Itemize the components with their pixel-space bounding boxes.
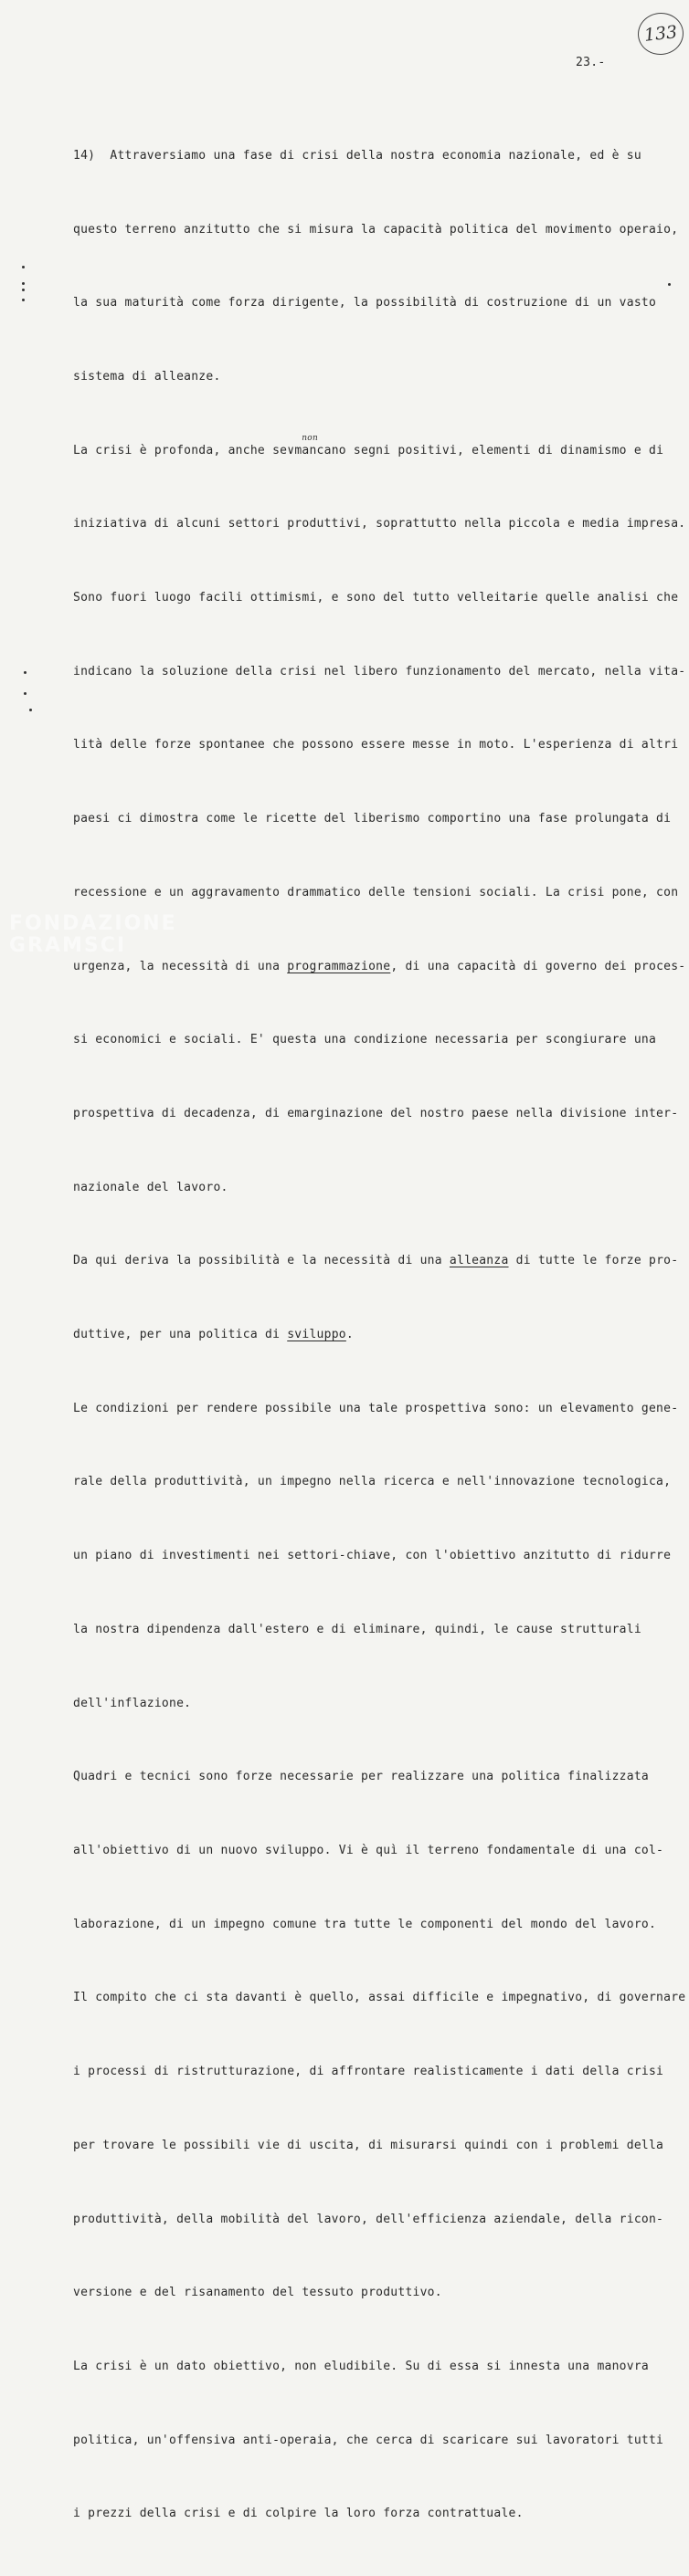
text-segment: , di una capacità di governo dei proces- bbox=[390, 959, 686, 973]
body-text bbox=[73, 95, 686, 2576]
text-line: la sua maturità come forza dirigente, la possibilità di costruzione di un vasto bbox=[73, 296, 657, 310]
text-line bbox=[73, 1323, 658, 1348]
text-line: la nostra dipendenza dall'estero e di eliminare, quindi, le cause strutturali bbox=[73, 1622, 641, 1636]
margin-mark bbox=[29, 709, 32, 711]
watermark-text: FONDAZIONE bbox=[9, 912, 177, 935]
archive-stamp bbox=[636, 11, 686, 58]
text-line: i processi di ristrutturazione, di affrontare realisticamente i dati della crisi bbox=[73, 2065, 664, 2079]
text-line: prospettiva di decadenza, di emarginazione del nostro paese nella divisione inter- bbox=[73, 1106, 679, 1120]
text-line: questo terreno anzitutto che si misura la capacità politica del movimento operaio, bbox=[73, 222, 679, 237]
text-line: iniziativa di alcuni settori produttivi, soprattutto nella piccola e media impresa. bbox=[73, 517, 686, 531]
text-line: 14) Attraversiamo una fase di crisi della nostra economia nazionale, ed è su bbox=[73, 148, 641, 163]
text-line: produttività, della mobilità del lavoro, dell'efficienza aziendale, della ricon- bbox=[73, 2212, 664, 2226]
text-segment: Da qui deriva la possibilità e la necessità di una bbox=[73, 1254, 450, 1268]
text-line: si economici e sociali. E' questa una condizione necessaria per scongiurare una bbox=[73, 1033, 657, 1047]
text-line: politica, un'offensiva anti-operaia, che cerca di scaricare sui lavoratori tutti bbox=[73, 2433, 664, 2447]
text-segment: di tutte le forze pro- bbox=[508, 1254, 679, 1268]
text-line: paesi ci dimostra come le ricette del liberismo comportino una fase prolungata di bbox=[73, 812, 672, 826]
underlined-term: programmazione bbox=[287, 959, 391, 973]
margin-mark bbox=[22, 299, 25, 301]
margin-mark bbox=[24, 671, 26, 674]
text-line: recessione e un aggravamento drammatico delle tensioni sociali. La crisi pone, con bbox=[73, 885, 679, 899]
margin-mark bbox=[22, 282, 25, 285]
text-line: rale della produttività, un impegno nella ricerca e nell'innovazione tecnologica, bbox=[73, 1475, 672, 1489]
text-line: Le condizioni per rendere possibile una tale prospettiva sono: un elevamento gene- bbox=[73, 1401, 679, 1415]
text-line: Sono fuori luogo facili ottimismi, e sono del tutto velleitarie quelle analisi che bbox=[73, 591, 679, 605]
margin-mark bbox=[668, 283, 671, 286]
text-line: lità delle forze spontanee che possono essere messe in moto. L'esperienza di altri bbox=[73, 738, 679, 752]
text-segment: La crisi è profonda, anche se bbox=[73, 443, 288, 457]
text-segment: . bbox=[345, 1328, 354, 1342]
text-line: per trovare le possibili vie di uscita, di misurarsi quindi con i problemi della bbox=[73, 2138, 664, 2152]
text-segment: urgenza, la necessità di una bbox=[73, 959, 288, 973]
text-line: sistema di alleanze. bbox=[73, 369, 221, 384]
watermark-logo bbox=[9, 913, 177, 957]
text-line: all'obiettivo di un nuovo sviluppo. Vi è quì il terreno fondamentale di una col- bbox=[73, 1843, 664, 1857]
text-line: Il compito che ci sta davanti è quello, assai difficile e impegnativo, di governare bbox=[73, 1991, 686, 2005]
underlined-term: sviluppo bbox=[287, 1328, 346, 1342]
watermark-text: GRAMSCI bbox=[9, 934, 127, 957]
text-line: versione e del risanamento del tessuto produttivo. bbox=[73, 2286, 442, 2300]
margin-mark bbox=[22, 289, 25, 291]
text-line: un piano di investimenti nei settori-chiave, con l'obiettivo anzitutto di ridurre bbox=[73, 1549, 672, 1563]
text-line: La crisi è un dato obiettivo, non eludibile. Su di essa si innesta una manovra bbox=[73, 2359, 649, 2373]
text-line: Quadri e tecnici sono forze necessarie per realizzare una politica finalizzata bbox=[73, 1770, 649, 1784]
margin-mark bbox=[22, 266, 25, 268]
text-line-with-insertion bbox=[73, 433, 664, 464]
text-line: nazionale del lavoro. bbox=[73, 1180, 228, 1194]
text-segment: duttive, per una politica di bbox=[73, 1328, 288, 1342]
text-line: dell'inflazione. bbox=[73, 1696, 192, 1710]
text-line: laborazione, di un impegno comune tra tutte le componenti del mondo del lavoro. bbox=[73, 1917, 657, 1931]
handwritten-insertion: ∨ non bbox=[287, 439, 294, 464]
underlined-term: alleanza bbox=[449, 1254, 509, 1268]
text-segment: mancano segni positivi, elementi di dinamismo e di bbox=[294, 443, 664, 457]
margin-mark bbox=[24, 692, 26, 695]
insertion-word: non bbox=[302, 433, 318, 443]
text-line: i prezzi della crisi e di colpire la loro forza contrattuale. bbox=[73, 2507, 524, 2521]
text-line bbox=[73, 955, 686, 980]
page-number: 23.- bbox=[576, 56, 606, 69]
stamp-number: 133 bbox=[642, 22, 679, 46]
text-line bbox=[73, 1249, 679, 1274]
text-line: indicano la soluzione della crisi nel libero funzionamento del mercato, nella vita- bbox=[73, 664, 686, 678]
